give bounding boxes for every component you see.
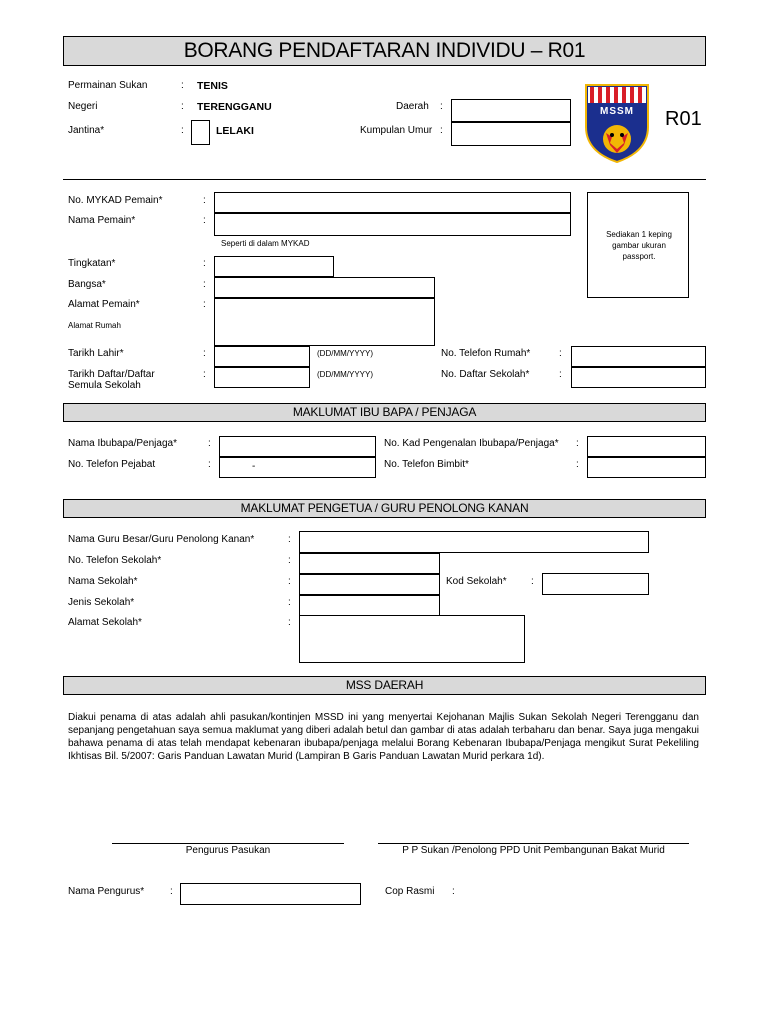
school-type-label: Jenis Sekolah* xyxy=(68,597,135,608)
school-address-label: Alamat Sekolah* xyxy=(68,617,142,628)
race-label: Bangsa* xyxy=(68,279,106,290)
colon: : xyxy=(576,438,579,449)
colon: : xyxy=(288,597,291,608)
colon: : xyxy=(203,215,206,226)
sport-label: Permainan Sukan xyxy=(68,80,148,91)
school-type-field[interactable] xyxy=(299,595,440,616)
school-reg-no-label: No. Daftar Sekolah* xyxy=(441,369,530,380)
gender-label: Jantina* xyxy=(68,125,105,136)
school-code-field[interactable] xyxy=(542,573,649,595)
mykad-field[interactable] xyxy=(214,192,571,213)
school-code-label: Kod Sekolah* xyxy=(446,576,507,587)
sign-left-label: Pengurus Pasukan xyxy=(185,845,271,856)
school-phone-label: No. Telefon Sekolah* xyxy=(68,555,162,566)
colon: : xyxy=(208,459,211,470)
divider xyxy=(63,179,706,180)
parent-name-field[interactable] xyxy=(219,436,376,457)
colon: : xyxy=(170,886,173,897)
signature-line-left xyxy=(112,843,344,844)
mssm-logo xyxy=(584,83,650,163)
gender-checkbox[interactable] xyxy=(191,120,210,145)
logo-text: MSSM xyxy=(600,106,634,117)
home-phone-field[interactable] xyxy=(571,346,706,367)
colon: : xyxy=(576,459,579,470)
colon: : xyxy=(559,348,562,359)
form-code: R01 xyxy=(665,108,702,130)
office-phone-field[interactable] xyxy=(219,457,376,478)
parent-id-field[interactable] xyxy=(587,436,706,457)
colon: : xyxy=(288,617,291,628)
school-address-field[interactable] xyxy=(299,615,525,663)
photo-note: Sediakan 1 keping gambar ukuran passport. xyxy=(606,230,672,261)
mssm-tiger-crest-icon xyxy=(584,83,650,163)
player-name-label: Nama Pemain* xyxy=(68,215,136,226)
dob-field[interactable] xyxy=(214,346,310,367)
office-phone-value: - xyxy=(252,461,256,472)
colon: : xyxy=(181,80,184,91)
colon: : xyxy=(288,555,291,566)
manager-name-field[interactable] xyxy=(180,883,361,905)
teacher-section-heading: MAKLUMAT PENGETUA / GURU PENOLONG KANAN xyxy=(63,499,706,518)
form-title: BORANG PENDAFTARAN INDIVIDU – R01 xyxy=(63,36,706,66)
school-reg-no-field[interactable] xyxy=(571,367,706,388)
reg-date-field[interactable] xyxy=(214,367,310,388)
district-field[interactable] xyxy=(451,99,571,122)
name-hint: Seperti di dalam MYKAD xyxy=(221,239,310,248)
teacher-name-label: Nama Guru Besar/Guru Penolong Kanan* xyxy=(68,534,255,545)
stamp-label: Cop Rasmi xyxy=(385,886,435,897)
parent-id-label: No. Kad Pengenalan Ibubapa/Penjaga* xyxy=(384,438,559,449)
grade-label: Tingkatan* xyxy=(68,258,116,269)
declaration-text: Diakui penama di atas adalah ahli pasukan/kontinjen MSSD ini yang menyertai Kejohanan Majlis Sukan Sekolah Negeri Terengganu dan sepanjang pengetahuan saya semua maklumat yang diberi adalah betul dan gambar di atas adalah terbaharu dan benar. Saya juga mengakui bahawa penama di atas telah mendapat kebenaran ibubapa/penjaga melalui Borang Kebenaran Ibubapa/Penjaga mengikut Surat Pekeliling Ikhtisas Bil. 5/2007: Garis Panduan Lawatan Murid (Lampiran B Garis Panduan Lawatan Murid perkara 1d). xyxy=(68,712,699,762)
age-group-label: Kumpulan Umur xyxy=(360,125,433,136)
gender-value: LELAKI xyxy=(216,125,254,137)
colon: : xyxy=(181,101,184,112)
dob-label: Tarikh Lahir* xyxy=(68,348,124,359)
district-label: Daerah xyxy=(396,101,429,112)
colon: : xyxy=(203,299,206,310)
reg-date-format: (DD/MM/YYYY) xyxy=(317,370,373,379)
colon: : xyxy=(559,369,562,380)
mss-section-heading: MSS DAERAH xyxy=(63,676,706,695)
colon: : xyxy=(452,886,455,897)
mykad-label: No. MYKAD Pemain* xyxy=(68,195,163,206)
colon: : xyxy=(203,348,206,359)
mobile-field[interactable] xyxy=(587,457,706,478)
colon: : xyxy=(181,125,184,136)
photo-box[interactable] xyxy=(587,192,689,298)
sport-value: TENIS xyxy=(197,80,228,92)
parent-section-heading: MAKLUMAT IBU BAPA / PENJAGA xyxy=(63,403,706,422)
colon: : xyxy=(203,258,206,269)
manager-name-label: Nama Pengurus* xyxy=(68,886,145,897)
colon: : xyxy=(203,369,206,380)
colon: : xyxy=(203,195,206,206)
state-value: TERENGGANU xyxy=(197,101,272,113)
player-address-field[interactable] xyxy=(214,298,435,346)
teacher-name-field[interactable] xyxy=(299,531,649,553)
office-phone-label: No. Telefon Pejabat xyxy=(68,459,156,470)
reg-date-label: Tarikh Daftar/Daftar Semula Sekolah xyxy=(68,369,155,391)
colon: : xyxy=(208,438,211,449)
signature-line-right xyxy=(378,843,689,844)
parent-name-label: Nama Ibubapa/Penjaga* xyxy=(68,438,177,449)
school-name-field[interactable] xyxy=(299,574,440,595)
dob-format: (DD/MM/YYYY) xyxy=(317,349,373,358)
colon: : xyxy=(440,101,443,112)
school-phone-field[interactable] xyxy=(299,553,440,574)
home-phone-label: No. Telefon Rumah* xyxy=(441,348,531,359)
colon: : xyxy=(203,279,206,290)
player-address-label: Alamat Pemain* xyxy=(68,299,140,310)
colon: : xyxy=(440,125,443,136)
player-name-field[interactable] xyxy=(214,213,571,236)
grade-field[interactable] xyxy=(214,256,334,277)
colon: : xyxy=(531,576,534,587)
sign-right-label: P P Sukan /Penolong PPD Unit Pembangunan Bakat Murid xyxy=(402,845,665,856)
colon: : xyxy=(288,534,291,545)
home-address-label: Alamat Rumah xyxy=(68,321,121,330)
state-label: Negeri xyxy=(68,101,98,112)
school-name-label: Nama Sekolah* xyxy=(68,576,138,587)
colon: : xyxy=(288,576,291,587)
mobile-label: No. Telefon Bimbit* xyxy=(384,459,469,470)
age-group-field[interactable] xyxy=(451,122,571,146)
race-field[interactable] xyxy=(214,277,435,298)
